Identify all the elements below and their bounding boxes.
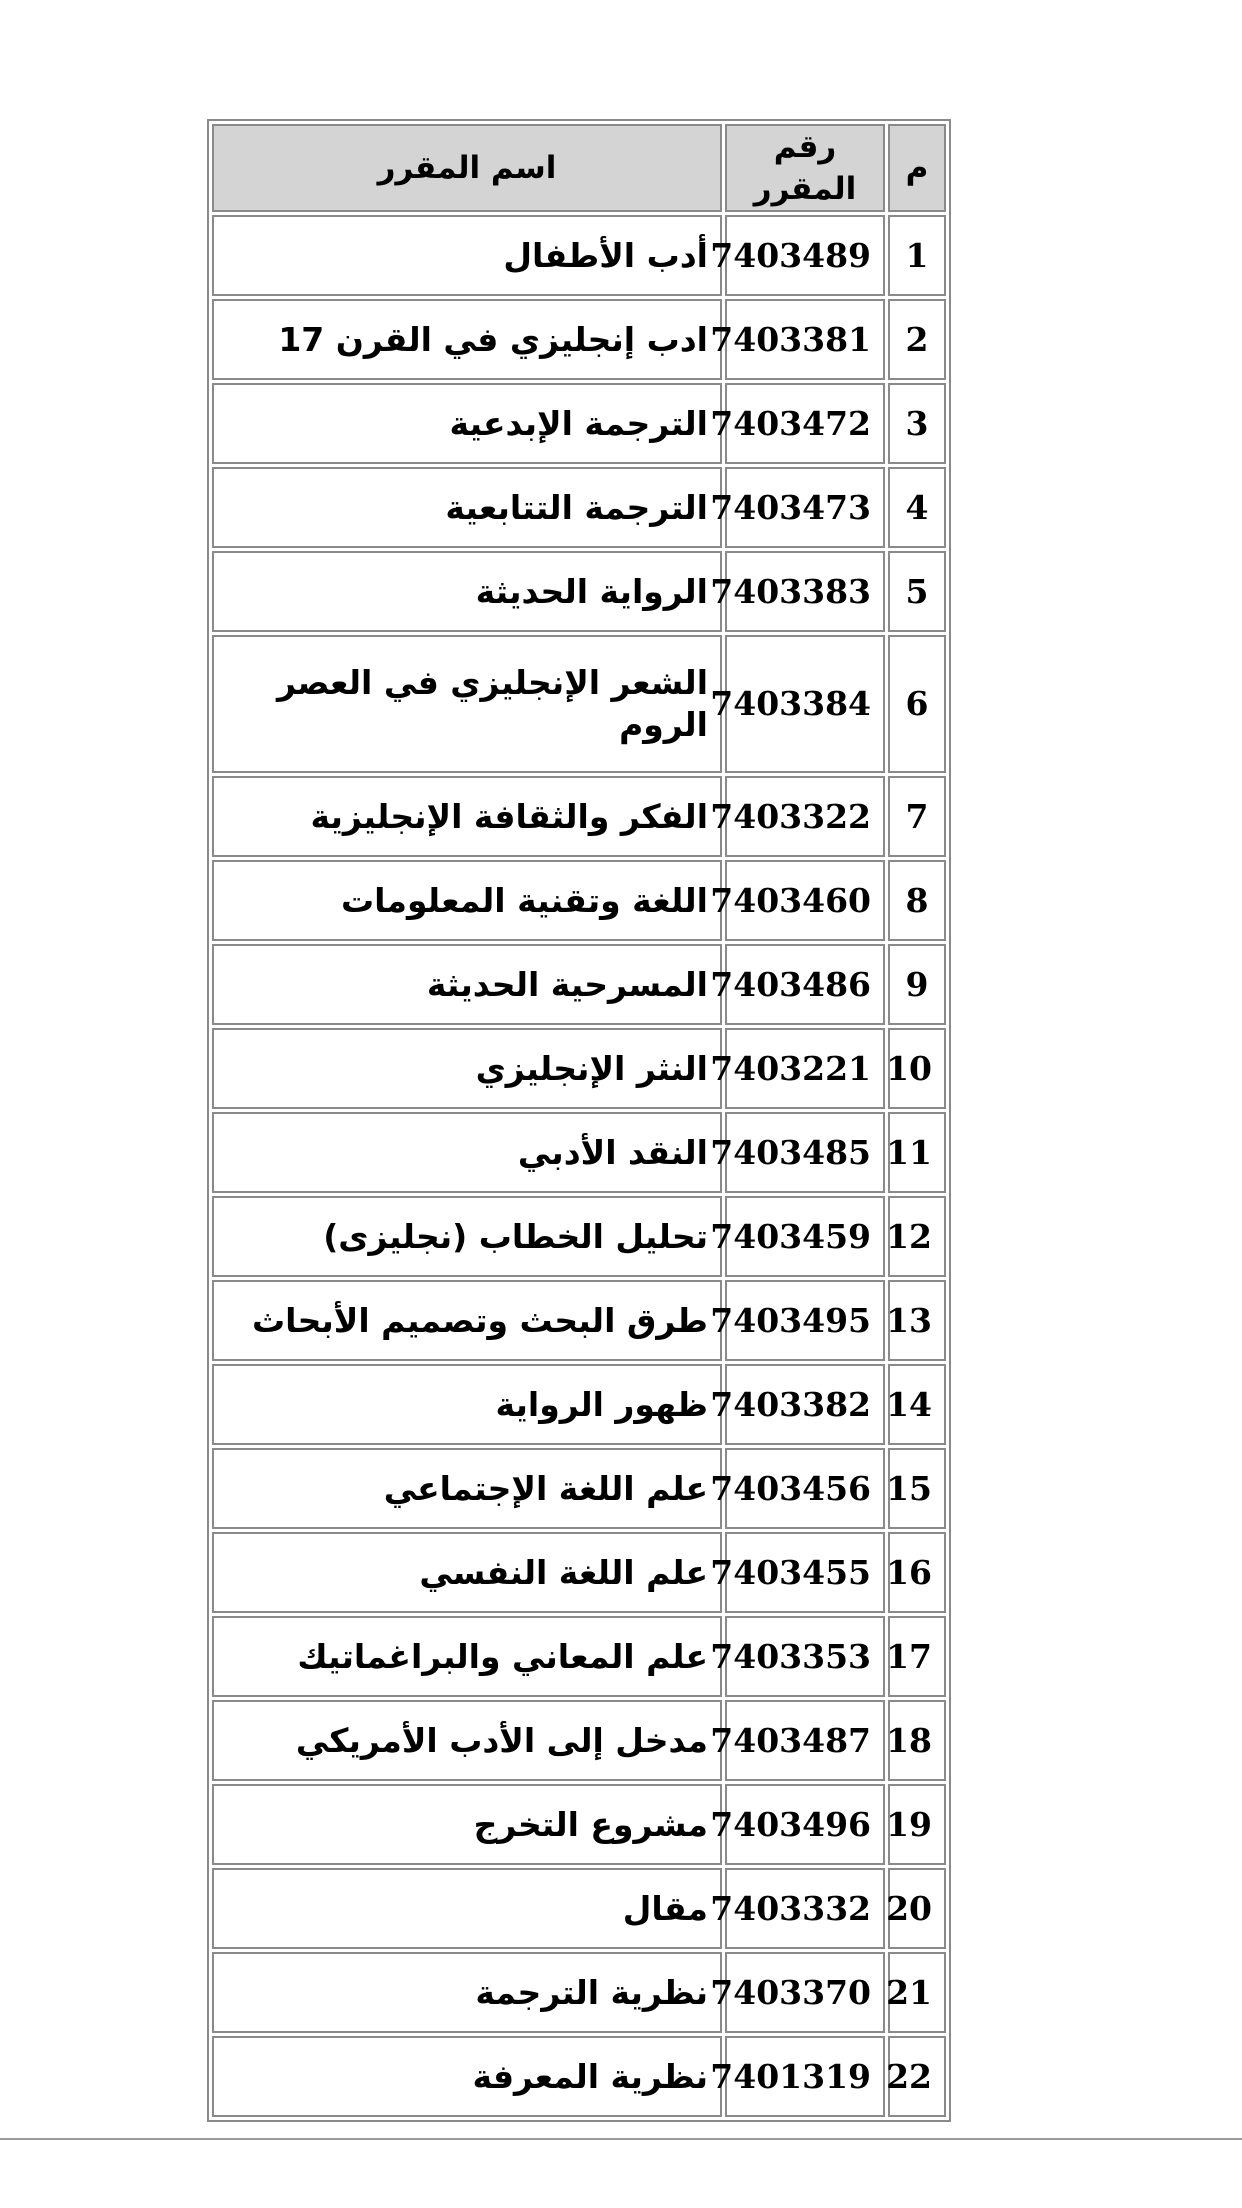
course-name: النقد الأدبي: [212, 1112, 722, 1193]
row-index: 12: [888, 1196, 946, 1277]
row-index: 6: [888, 635, 946, 773]
table-row: [212, 1448, 946, 1529]
bottom-divider: [0, 2138, 1242, 2140]
table-row: [212, 1868, 946, 1949]
row-index: 18: [888, 1700, 946, 1781]
table-row: [212, 215, 946, 296]
table-row: [212, 2036, 946, 2117]
course-code: 7403487: [725, 1700, 885, 1781]
course-name: نظرية المعرفة: [212, 2036, 722, 2117]
course-code: 7403322: [725, 776, 885, 857]
row-index: 16: [888, 1532, 946, 1613]
table-row: [212, 1196, 946, 1277]
row-index: 11: [888, 1112, 946, 1193]
table-row: [212, 860, 946, 941]
table-row: [212, 1784, 946, 1865]
course-name: مدخل إلى الأدب الأمريكي: [212, 1700, 722, 1781]
row-index: 19: [888, 1784, 946, 1865]
course-name: ظهور الرواية: [212, 1364, 722, 1445]
course-code: 7403456: [725, 1448, 885, 1529]
table-row: [212, 635, 946, 773]
table-row: [212, 1028, 946, 1109]
course-code: 7403384: [725, 635, 885, 773]
table-row: [212, 1364, 946, 1445]
course-code: 7403332: [725, 1868, 885, 1949]
table-row: [212, 1700, 946, 1781]
courses-table-container: [207, 119, 951, 2122]
row-index: 15: [888, 1448, 946, 1529]
course-code: 7403383: [725, 551, 885, 632]
table-row: [212, 551, 946, 632]
course-name: علم اللغة الإجتماعي: [212, 1448, 722, 1529]
row-index: 10: [888, 1028, 946, 1109]
row-index: 7: [888, 776, 946, 857]
table-row: [212, 1952, 946, 2033]
course-name: نظرية الترجمة: [212, 1952, 722, 2033]
course-code: 7401319: [725, 2036, 885, 2117]
table-row: [212, 1280, 946, 1361]
course-code: 7403473: [725, 467, 885, 548]
course-name: الرواية الحديثة: [212, 551, 722, 632]
table-row: [212, 1112, 946, 1193]
course-name: الفكر والثقافة الإنجليزية: [212, 776, 722, 857]
table-row: [212, 1532, 946, 1613]
courses-table: [207, 119, 951, 2122]
row-index: 21: [888, 1952, 946, 2033]
course-name: مشروع التخرج: [212, 1784, 722, 1865]
course-name: الشعر الإنجليزي في العصر الروم: [212, 635, 722, 773]
course-name: المسرحية الحديثة: [212, 944, 722, 1025]
course-code: 7403486: [725, 944, 885, 1025]
row-index: 3: [888, 383, 946, 464]
table-body: [212, 215, 946, 2117]
table-row: [212, 467, 946, 548]
header-course-code: رقم المقرر: [725, 124, 885, 212]
course-code: 7403221: [725, 1028, 885, 1109]
course-name: طرق البحث وتصميم الأبحاث: [212, 1280, 722, 1361]
course-code: 7403382: [725, 1364, 885, 1445]
course-code: 7403489: [725, 215, 885, 296]
course-code: 7403459: [725, 1196, 885, 1277]
course-code: 7403370: [725, 1952, 885, 2033]
row-index: 20: [888, 1868, 946, 1949]
table-row: [212, 776, 946, 857]
course-name: علم اللغة النفسي: [212, 1532, 722, 1613]
course-name: النثر الإنجليزي: [212, 1028, 722, 1109]
course-name: أدب الأطفال: [212, 215, 722, 296]
header-course-name: اسم المقرر: [212, 124, 722, 212]
course-name: الترجمة الإبدعية: [212, 383, 722, 464]
row-index: 1: [888, 215, 946, 296]
table-row: [212, 299, 946, 380]
course-code: 7403460: [725, 860, 885, 941]
table-row: [212, 1616, 946, 1697]
course-name: ادب إنجليزي في القرن 17: [212, 299, 722, 380]
table-header-row: [212, 124, 946, 212]
course-name: الترجمة التتابعية: [212, 467, 722, 548]
row-index: 2: [888, 299, 946, 380]
table-row: [212, 944, 946, 1025]
row-index: 4: [888, 467, 946, 548]
course-code: 7403472: [725, 383, 885, 464]
row-index: 9: [888, 944, 946, 1025]
header-index: م: [888, 124, 946, 212]
course-name: مقال: [212, 1868, 722, 1949]
row-index: 5: [888, 551, 946, 632]
course-code: 7403485: [725, 1112, 885, 1193]
row-index: 14: [888, 1364, 946, 1445]
course-code: 7403496: [725, 1784, 885, 1865]
row-index: 22: [888, 2036, 946, 2117]
row-index: 13: [888, 1280, 946, 1361]
table-row: [212, 383, 946, 464]
course-name: علم المعاني والبراغماتيك: [212, 1616, 722, 1697]
course-code: 7403455: [725, 1532, 885, 1613]
course-code: 7403495: [725, 1280, 885, 1361]
course-name: تحليل الخطاب (نجليزى): [212, 1196, 722, 1277]
row-index: 8: [888, 860, 946, 941]
course-name: اللغة وتقنية المعلومات: [212, 860, 722, 941]
course-code: 7403381: [725, 299, 885, 380]
row-index: 17: [888, 1616, 946, 1697]
course-code: 7403353: [725, 1616, 885, 1697]
